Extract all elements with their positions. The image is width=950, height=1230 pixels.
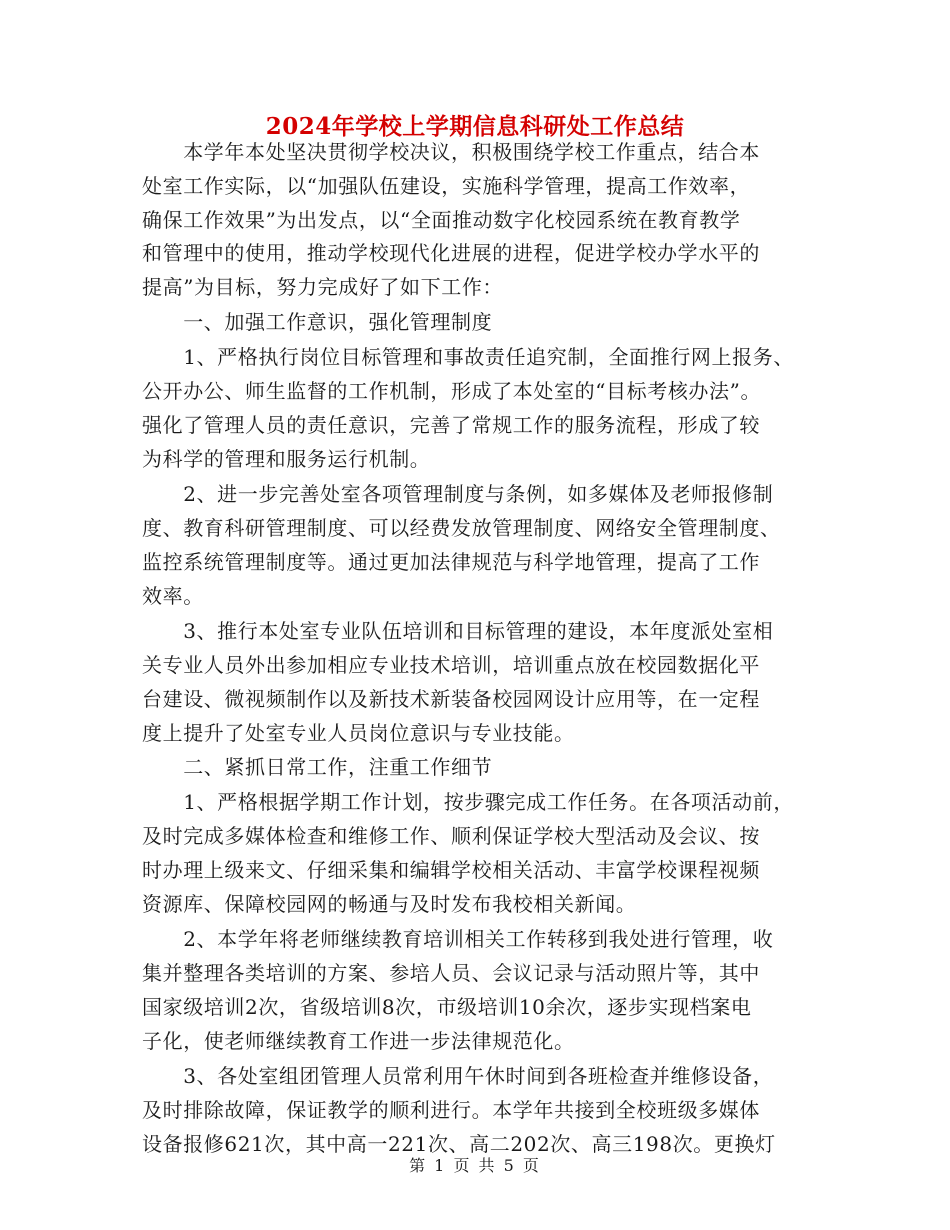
body-line: 二、紧抓日常工作，注重工作细节 <box>142 755 493 779</box>
body-line: 为科学的管理和服务运行机制。 <box>142 447 431 471</box>
body-line: 3、各处室组团管理人员常利用午休时间到各班检查并维修设备， <box>142 1064 774 1088</box>
body-line: 处室工作实际，以“加强队伍建设，实施科学管理，提高工作效率， <box>142 174 751 198</box>
body-line: 关专业人员外出参加相应专业技术培训，培训重点放在校园数据化平 <box>142 653 760 677</box>
body-line: 国家级培训2次，省级培训8次，市级培训10余次，逐步实现档案电 <box>142 995 752 1019</box>
body-line: 确保工作效果”为出发点，以“全面推动数字化校园系统在教育教学 <box>142 208 741 232</box>
body-line: 2、本学年将老师继续教育培训相关工作转移到我处进行管理，收 <box>142 927 774 951</box>
body-line: 台建设、微视频制作以及新技术新装备校园网设计应用等，在一定程 <box>142 687 760 711</box>
body-line: 时办理上级来文、仔细采集和编辑学校相关活动、丰富学校课程视频 <box>142 858 760 882</box>
page-footer: 第 1 页 共 5 页 <box>409 1156 541 1175</box>
body-line: 资源库、保障校园网的畅通与及时发布我校相关新闻。 <box>142 892 637 916</box>
body-line: 子化，使老师继续教育工作进一步法律规范化。 <box>142 1029 575 1053</box>
body-line: 公开办公、师生监督的工作机制，形成了本处室的“目标考核办法”。 <box>142 379 762 403</box>
body-line: 强化了管理人员的责任意识，完善了常规工作的服务流程，形成了较 <box>142 413 760 437</box>
body-line: 1、严格执行岗位目标管理和事故责任追究制，全面推行网上报务、 <box>142 345 794 369</box>
body-line: 提高”为目标，努力完成好了如下工作： <box>142 275 504 299</box>
body-line: 及时完成多媒体检查和维修工作、顺利保证学校大型活动及会议、按 <box>142 824 760 848</box>
body-line: 及时排除故障，保证教学的顺利进行。本学年共接到全校班级多媒体 <box>142 1098 760 1122</box>
body-line: 度上提升了处室专业人员岗位意识与专业技能。 <box>142 721 575 745</box>
body-line: 一、加强工作意识，强化管理制度 <box>142 310 493 334</box>
body-line: 效率。 <box>142 584 204 608</box>
body-line: 本学年本处坚决贯彻学校决议，积极围绕学校工作重点，结合本 <box>142 140 760 164</box>
body-line: 3、推行本处室专业队伍培训和目标管理的建设，本年度派处室相 <box>142 619 774 643</box>
body-line: 设备报修621次，其中高一221次、高二202次、高三198次。更换灯 <box>142 1132 776 1156</box>
body-line: 度、教育科研管理制度、可以经费发放管理制度、网络安全管理制度、 <box>142 516 781 540</box>
body-line: 1、严格根据学期工作计划，按步骤完成工作任务。在各项活动前， <box>142 790 794 814</box>
body-line: 集并整理各类培训的方案、参培人员、会议记录与活动照片等，其中 <box>142 961 760 985</box>
body-line: 监控系统管理制度等。通过更加法律规范与科学地管理，提高了工作 <box>142 550 760 574</box>
body-line: 2、进一步完善处室各项管理制度与条例，如多媒体及老师报修制 <box>142 482 774 506</box>
body-line: 和管理中的使用，推动学校现代化进展的进程，促进学校办学水平的 <box>142 241 760 265</box>
document-title: 2024年学校上学期信息科研处工作总结 <box>265 113 685 140</box>
